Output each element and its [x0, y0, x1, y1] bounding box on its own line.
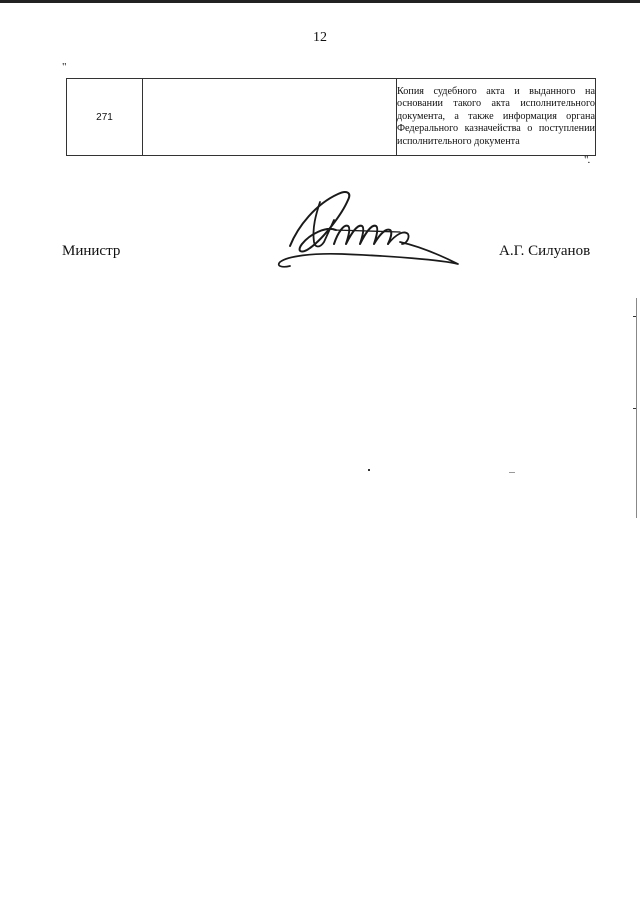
document-table [66, 78, 596, 156]
scan-artifact-line [509, 472, 515, 473]
table-cell-description: Копия судебного акта и выданного на основании такого акта исполнительного документа, а также информация органа Федерального казначейства о поступлении исполнительного документа [397, 79, 596, 156]
table-cell-name [143, 79, 397, 156]
page-number: 12 [313, 30, 327, 45]
signature-icon [272, 186, 472, 278]
scan-artifact-dot [368, 469, 370, 471]
signer-name: А.Г. Силуанов [499, 243, 591, 259]
top-border-line [0, 0, 640, 3]
opening-quote-mark: " [62, 61, 66, 73]
table-cell-code: 271 [67, 79, 143, 156]
table-row [67, 79, 596, 156]
scan-edge-mark [636, 298, 637, 518]
scan-edge-tick [633, 408, 636, 409]
closing-quote-mark: ". [584, 154, 590, 166]
scan-edge-tick [633, 316, 636, 317]
signatory-position: Министр [62, 243, 121, 259]
